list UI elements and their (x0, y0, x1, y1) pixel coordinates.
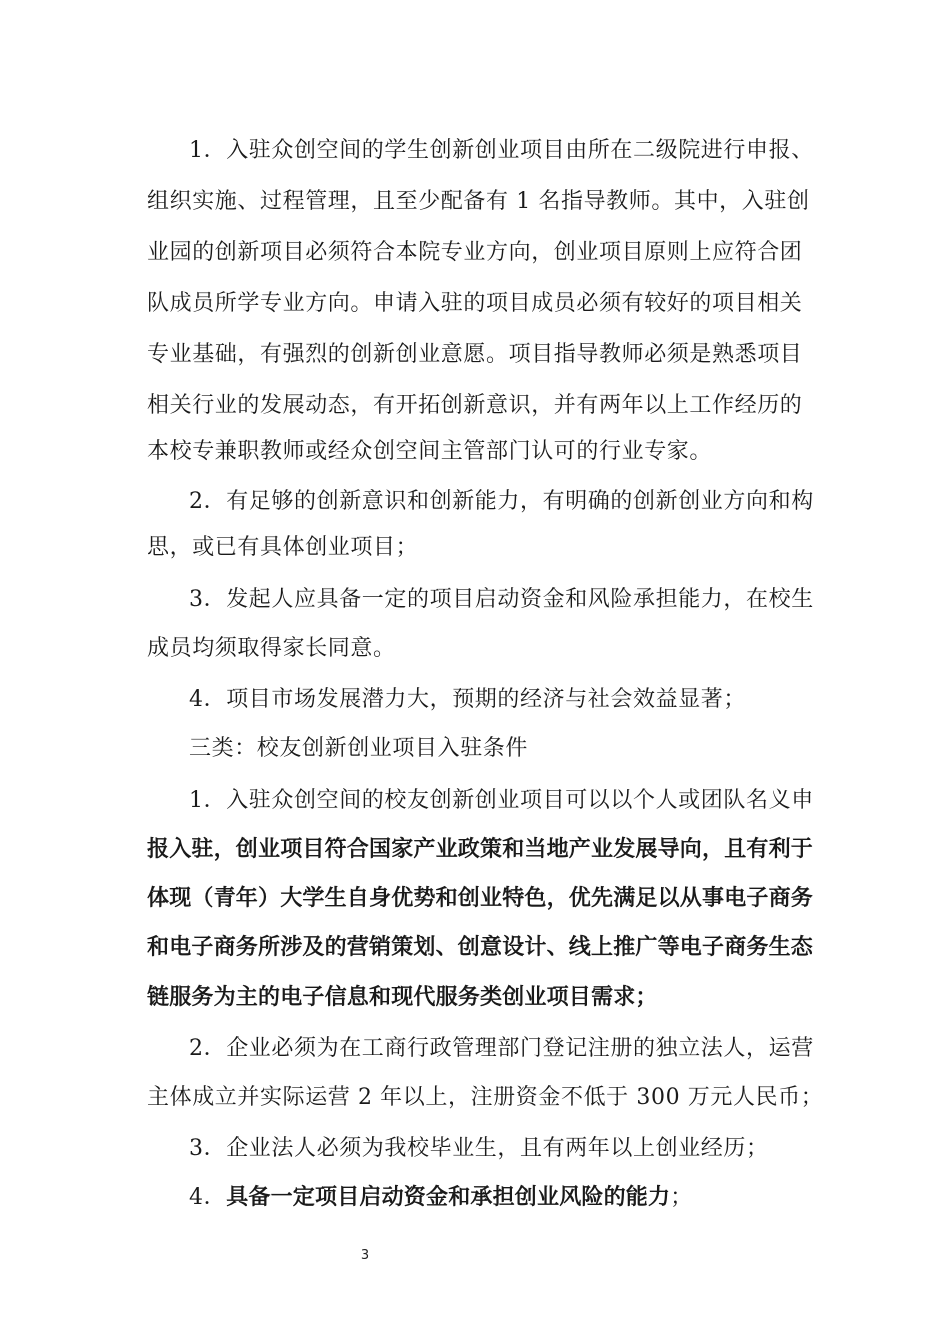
paragraph-line: 3．发起人应具备一定的项目启动资金和风险承担能力，在校生 (189, 587, 814, 612)
paragraph-line: 专业基础，有强烈的创新创业意愿。项目指导教师必须是熟悉项目 (147, 342, 803, 367)
paragraph-line: 本校专兼职教师或经众创空间主管部门认可的行业专家。 (147, 439, 713, 464)
paragraph-line: 2．有足够的创新意识和创新能力，有明确的创新创业方向和构 (189, 489, 814, 514)
item-number: 4． (189, 1185, 227, 1210)
item-text: 具备一定项目启动资金和承担创业风险的能力 (226, 1185, 671, 1210)
paragraph-line: 1．入驻众创空间的校友创新创业项目可以以个人或团队名义申 (189, 788, 814, 813)
section-heading: 三类：校友创新创业项目入驻条件 (189, 736, 529, 761)
paragraph-line: 成员均须取得家长同意。 (147, 636, 396, 661)
paragraph-line: 报入驻，创业项目符合国家产业政策和当地产业发展导向，且有利于 (147, 837, 814, 862)
paragraph-line: 思，或已有具体创业项目； (147, 535, 419, 560)
item-end-punctuation: ； (670, 1185, 693, 1210)
paragraph-line: 链服务为主的电子信息和现代服务类创业项目需求； (147, 985, 658, 1010)
paragraph-line: 组织实施、过程管理，且至少配备有 1 名指导教师。其中，入驻创 (147, 189, 810, 214)
paragraph-line-last (189, 1183, 812, 1213)
paragraph-line: 2．企业必须为在工商行政管理部门登记注册的独立法人，运营 (189, 1036, 814, 1061)
paragraph-line: 1．入驻众创空间的学生创新创业项目由所在二级院进行申报、 (189, 138, 814, 163)
paragraph-line: 相关行业的发展动态，有开拓创新意识，并有两年以上工作经历的 (147, 393, 803, 418)
paragraph-line: 队成员所学专业方向。申请入驻的项目成员必须有较好的项目相关 (147, 291, 803, 316)
page-number: 3 (360, 1248, 370, 1263)
paragraph-line: 和电子商务所涉及的营销策划、创意设计、线上推广等电子商务生态 (147, 935, 814, 960)
paragraph-line: 体现（青年）大学生自身优势和创业特色，优先满足以从事电子商务 (147, 886, 814, 911)
paragraph-line: 3．企业法人必须为我校毕业生，且有两年以上创业经历； (189, 1136, 769, 1161)
paragraph-line: 业园的创新项目必须符合本院专业方向，创业项目原则上应符合团 (147, 240, 803, 265)
paragraph-line: 主体成立并实际运营 2 年以上，注册资金不低于 300 万元人民币； (147, 1085, 824, 1110)
paragraph-line: 4．项目市场发展潜力大，预期的经济与社会效益显著； (189, 687, 746, 712)
